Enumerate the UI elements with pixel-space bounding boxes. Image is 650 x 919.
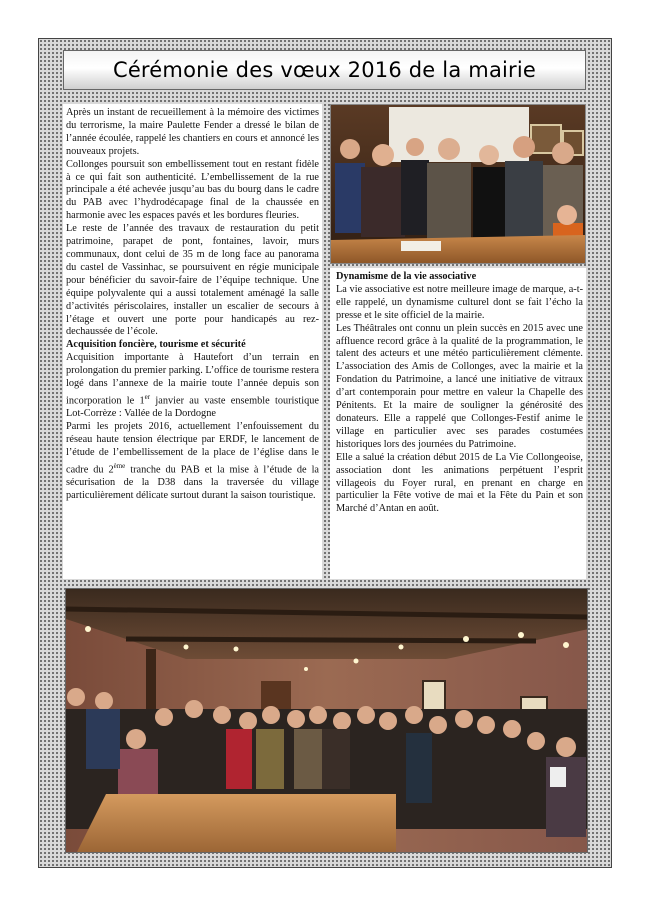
text-segment: janvier au vaste ensemble touristique Lot-Corrèze : Vallée de la Dordogne xyxy=(66,395,319,420)
page-title: Cérémonie des vœux 2016 de la mairie xyxy=(112,58,537,82)
paragraph-acquisition xyxy=(66,352,319,421)
text-segment: tranche du PAB et la mise à l’étude de la sécurisation de la D38 dans la traversée du village particulièrement délicate surtout durant la saison touristique. xyxy=(66,464,319,502)
paragraph-embellishment: Collonges poursuit son embellissement tout en restant fidèle à ce qui fait son authenticité. L’embellissement de la rue principale a été achevée jusqu’au bas du bourg dans le cadre du PAB avec l’hydrodécapage final de la chaussée en harmonie avec les espaces pavés et les bordures fleuries. xyxy=(66,158,319,222)
heading-associative-life: Dynamisme de la vie associative xyxy=(336,271,477,282)
superscript: ème xyxy=(113,461,126,470)
title-banner xyxy=(63,50,586,90)
paragraph-intro: Après un instant de recueillement à la mémoire des victimes du terrorisme, la maire Paulette Fender a dressé le bilan de l’année écoulée, rappelé les chantiers en cours et annoncé les nouveaux projets. xyxy=(66,107,319,157)
council-group-photo xyxy=(330,104,586,264)
text-segment: Acquisition importante à Hautefort d’un terrain en prolongation du premier parking. L’office de tourisme restera logé dans l’annexe de la mairie toute l’année depuis son incorporation le 1 xyxy=(66,352,319,407)
crowd-hall-photo xyxy=(65,588,588,853)
paragraph-restoration: Le reste de l’année des travaux de restauration du petit patrimoine, parapet de pont, fontaines, lavoir, murs communaux, dont celui de 35 m de long face au panorama du castel de Vassinhac, se poursuivent en régie municipale pour bénéficier du savoir-faire de l’équipe technique. Une équipe polyvalente qui a aussi totalement aménagé la salle d’activités périscolaires, installer un escalier de secours à l’étage et ouvert une porte pour handicapés au rez-dechaussée de l’école. xyxy=(66,223,319,338)
paragraph-projects xyxy=(66,421,319,503)
text-segment: Parmi les projets 2016, actuellement l’enfouissement du réseau haute tension électrique par ERDF, le lancement de l’étude de l’embellissement de la place de l’église dans le cadre du 2 xyxy=(66,421,319,476)
superscript: er xyxy=(144,392,151,401)
paragraph-theatrales: Les Théâtrales ont connu un plein succès en 2015 avec une affluence record grâce à la qualité de la programmation, le talent des acteurs et une météo particulièrement clémente. L’association des Amis de Collonges, avec la mairie et la Fondation du Patrimoine, a lancé une initiative de vitraux d’art contemporain pour mettre en valeur la Chapelle des Pénitents. Et la maire de souligner la générosité des donateurs. Elle a rappelé que Collonges-Festif anime le village en particulier avec ses parades costumées historiques lors des journées du Patrimoine. xyxy=(336,322,583,450)
paragraph-vie-collongeoise: Elle a salué la création début 2015 de La Vie Collongeoise, association dont les animations perpétuent l’esprit villageois du Foyer rural, en prenant en charge en particulier la Fête votive de mai et la Fête du Pain et son Marché d’Antan en août. xyxy=(336,451,583,515)
paragraph-associative: La vie associative est notre meilleure image de marque, a-t-elle rappelé, un dynamisme culturel dont se fait l’écho la presse et le site officiel de la mairie. xyxy=(336,283,583,321)
heading-acquisition: Acquisition foncière, tourisme et sécurité xyxy=(66,339,246,351)
right-text-column xyxy=(330,268,586,579)
left-text-column xyxy=(63,104,322,579)
